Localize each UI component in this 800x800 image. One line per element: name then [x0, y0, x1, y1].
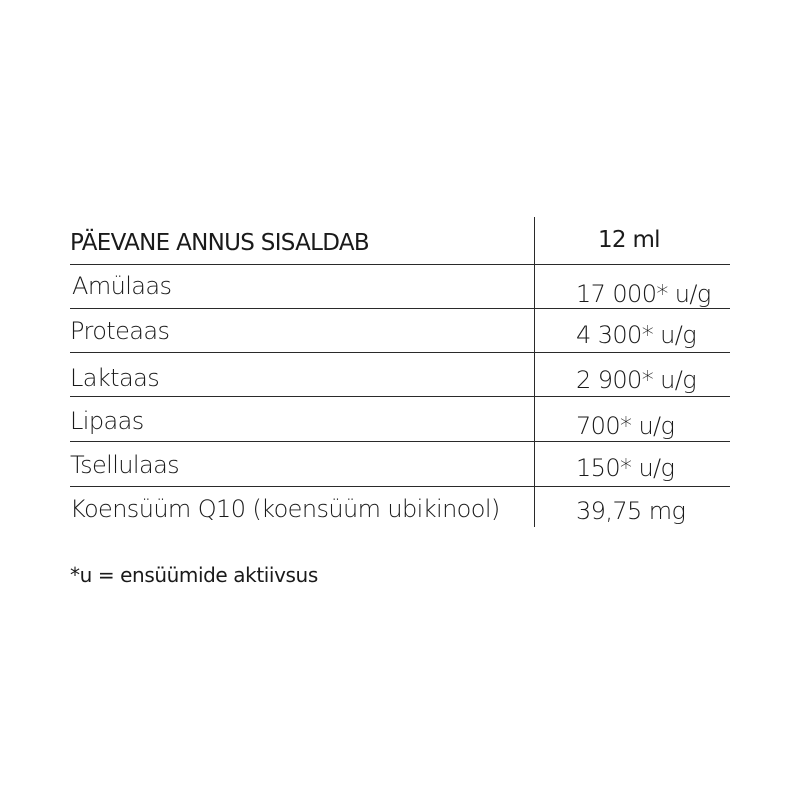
row-label-amulaas: Amülaas: [72, 272, 172, 300]
row-value-tsellulaas: 150* u/g: [576, 454, 675, 482]
row-divider: [70, 352, 730, 353]
row-value-amulaas: 17 000* u/g: [576, 280, 711, 308]
row-value-lipaas: 700* u/g: [576, 412, 675, 440]
row-label-koensuum: Koensüüm Q10 (koensüüm ubikinool): [70, 495, 500, 523]
row-label-lipaas: Lipaas: [70, 407, 144, 435]
row-label-tsellulaas: Tsellulaas: [70, 451, 180, 479]
footnote: *u = ensüümide aktiivsus: [70, 563, 318, 587]
header-label: PÄEVANE ANNUS SISALDAB: [70, 230, 369, 256]
row-value-laktaas: 2 900* u/g: [576, 366, 697, 394]
row-divider: [70, 308, 730, 309]
row-label-laktaas: Laktaas: [70, 364, 160, 392]
header-value: 12 ml: [598, 227, 660, 253]
row-divider: [70, 396, 730, 397]
row-label-proteaas: Proteaas: [70, 317, 170, 345]
row-divider: [70, 441, 730, 442]
row-divider: [70, 486, 730, 487]
row-value-koensuum: 39,75 mg: [576, 497, 686, 525]
row-divider: [70, 264, 730, 265]
row-value-proteaas: 4 300* u/g: [576, 321, 697, 349]
